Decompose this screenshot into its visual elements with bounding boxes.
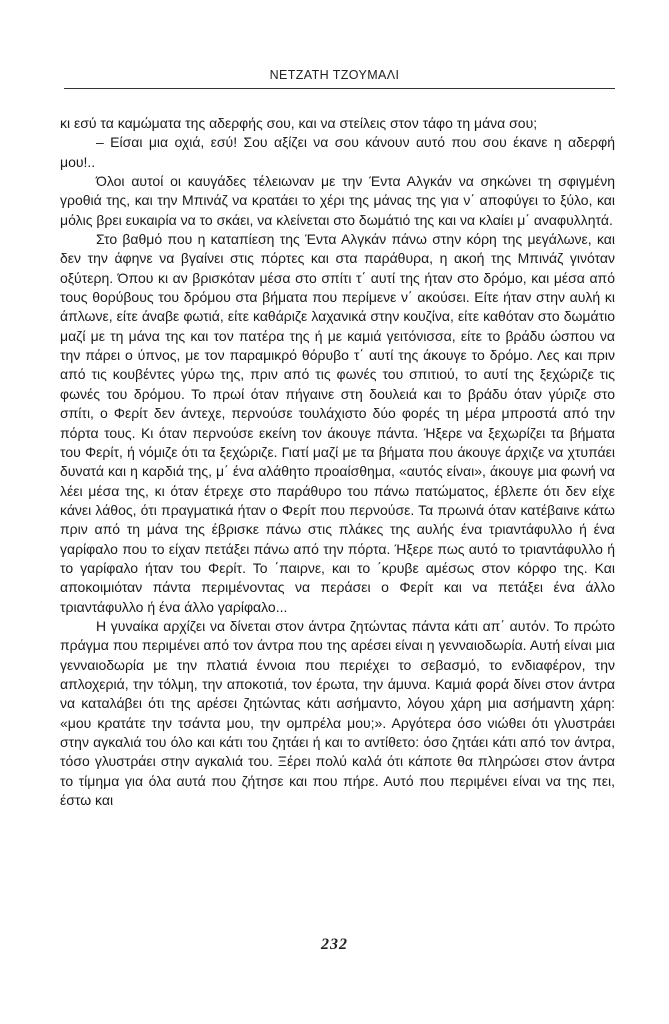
running-header-author: ΝΕΤΖΑΤΗ ΤΖΟΥΜΑΛΙ <box>269 68 400 82</box>
page-number: 232 <box>321 936 348 953</box>
paragraph-3: Όλοι αυτοί οι καυγάδες τέλειωναν με την Έντα Αλγκάν να σηκώνει τη σφιγμένη γροθιά της, και την Μπινάζ να κρατάει το χέρι της μάνας της για ν΄ αποφύγει το ξύλο, και μόλις βρει ευκαιρία να το σκάει, να κλείνεται στο δωμάτιό της και να κλαίει μ΄ αναφυλλητά. <box>60 173 615 228</box>
paragraph-2: – Είσαι μια οχιά, εσύ! Σου αξίζει να σου κάνουν αυτό που σου έκανε η αδερφή μου!.. <box>60 134 615 170</box>
paragraph-4: Στο βαθμό που η καταπίεση της Έντα Αλγκάν πάνω στην κόρη της μεγάλωνε, και δεν την άφηνε να βγαίνει στις πόρτες και στα παράθυρα, η ακοή της Μπινάζ γινόταν οξύτερη. Όπου κι αν βρισκόταν μέσα στο σπίτι τ΄ αυτί της ήταν στο δρόμο, και μέσα από τους θορύβους του δρόμου στα βήματα που περίμενε ν΄ ακούσει. Είτε ήταν στην αυλή κι άπλωνε, είτε άναβε φωτιά, είτε καθάριζε λαχανικά στην κουζίνα, είτε καθόταν στο δωμάτιο μαζί με τη μάνα της και τον πατέρα της ή με καμιά γειτόνισσα, είτε το βράδυ ώσπου να την πάρει ο ύπνος, με τον παραμικρό θόρυβο τ΄ αυτί της άκουγε το δρόμο. Λες και πριν από τις κουβέντες γύρω της, πριν από τις φωνές του σπιτιού, το αυτί της ξεχώριζε τις φωνές του δρόμου. Το πρωί όταν πήγαινε στη δουλειά και το βράδυ όταν γύριζε στο σπίτι, ο Φερίτ δεν άντεχε, περνούσε τουλάχιστο δύο φορές τη μέρα μπροστά από την πόρτα τους. Κι όταν περνούσε εκείνη τον άκουγε πάντα. Ήξερε να ξεχωρίζει τα βήματα του Φερίτ, ή νόμιζε ότι τα ξεχώριζε. Γιατί μαζί με τα βήματα που άκουγε άρχιζε να χτυπάει δυνατά και η καρδιά της, μ΄ ένα αλάθητο προαίσθημα, «αυτός είναι», άκουγε μια φωνή να λέει μέσα της, κι όταν έτρεχε στο παράθυρο του πάνω πατώματος, έβλεπε ότι δεν είχε κάνει λάθος, ότι πραγματικά ήταν ο Φερίτ που περνούσε. Τα πρωινά όταν κατέβαινε κάτω πριν από τη μάνα της έβρισκε πάνω στις πλάκες της αυλής ένα τριαντάφυλλο ή ένα γαρίφαλο που το είχαν πετάξει πάνω από την πόρτα. Ήξερε πως αυτό το τριαντάφυλλο ή το γαρίφαλο ήταν του Φερίτ. Το ΄παιρνε, και το ΄κρυβε αμέσως στον κόρφο της. Και αποκοιμιόταν πάντα περιμένοντας να περάσει ο Φερίτ και να πετάξει ένα άλλο τριαντάφυλλο ή ένα άλλο γαρίφαλο... <box>60 231 615 615</box>
header-rule <box>64 88 615 89</box>
body-text <box>60 114 615 810</box>
paragraph-1: κι εσύ τα καμώματα της αδερφής σου, και να στείλεις στον τάφο τη μάνα σου; <box>60 115 538 131</box>
paragraph-5: Η γυναίκα αρχίζει να δίνεται στον άντρα ζητώντας πάντα κάτι απ΄ αυτόν. Το πρώτο πράγμα που περιμένει από τον άντρα που της αρέσει είναι η γενναιοδωρία. Αυτή είναι μια γενναιοδωρία με την πλατιά έννοια που περιέχει το σεβασμό, το ενδιαφέρον, την απλοχεριά, την τόλμη, την αποκοτιά, τον έρωτα, την άμυνα. Καμιά φορά δίνει στον άντρα να καταλάβει ότι της αρέσει ζητώντας κάτι ασήμαντο, λόγου χάρη μια ασήμαντη χάρη: «μου κρατάτε την τσάντα μου, την ομπρέλα μου;». Αργότερα όσο νιώθει ότι γλυστράει στην αγκαλιά του όλο και κάτι του ζητάει ή και το αντίθετο: όσο ζητάει κάτι από τον άντρα, τόσο γλυστράει στην αγκαλιά του. Ξέρει πολύ καλά ότι κάποτε θα πληρώσει στον άντρα το τίμημα για όλα αυτά που ζήτησε και που πήρε. Αυτό που περιμένει είναι να της πει, έστω και <box>60 617 615 809</box>
